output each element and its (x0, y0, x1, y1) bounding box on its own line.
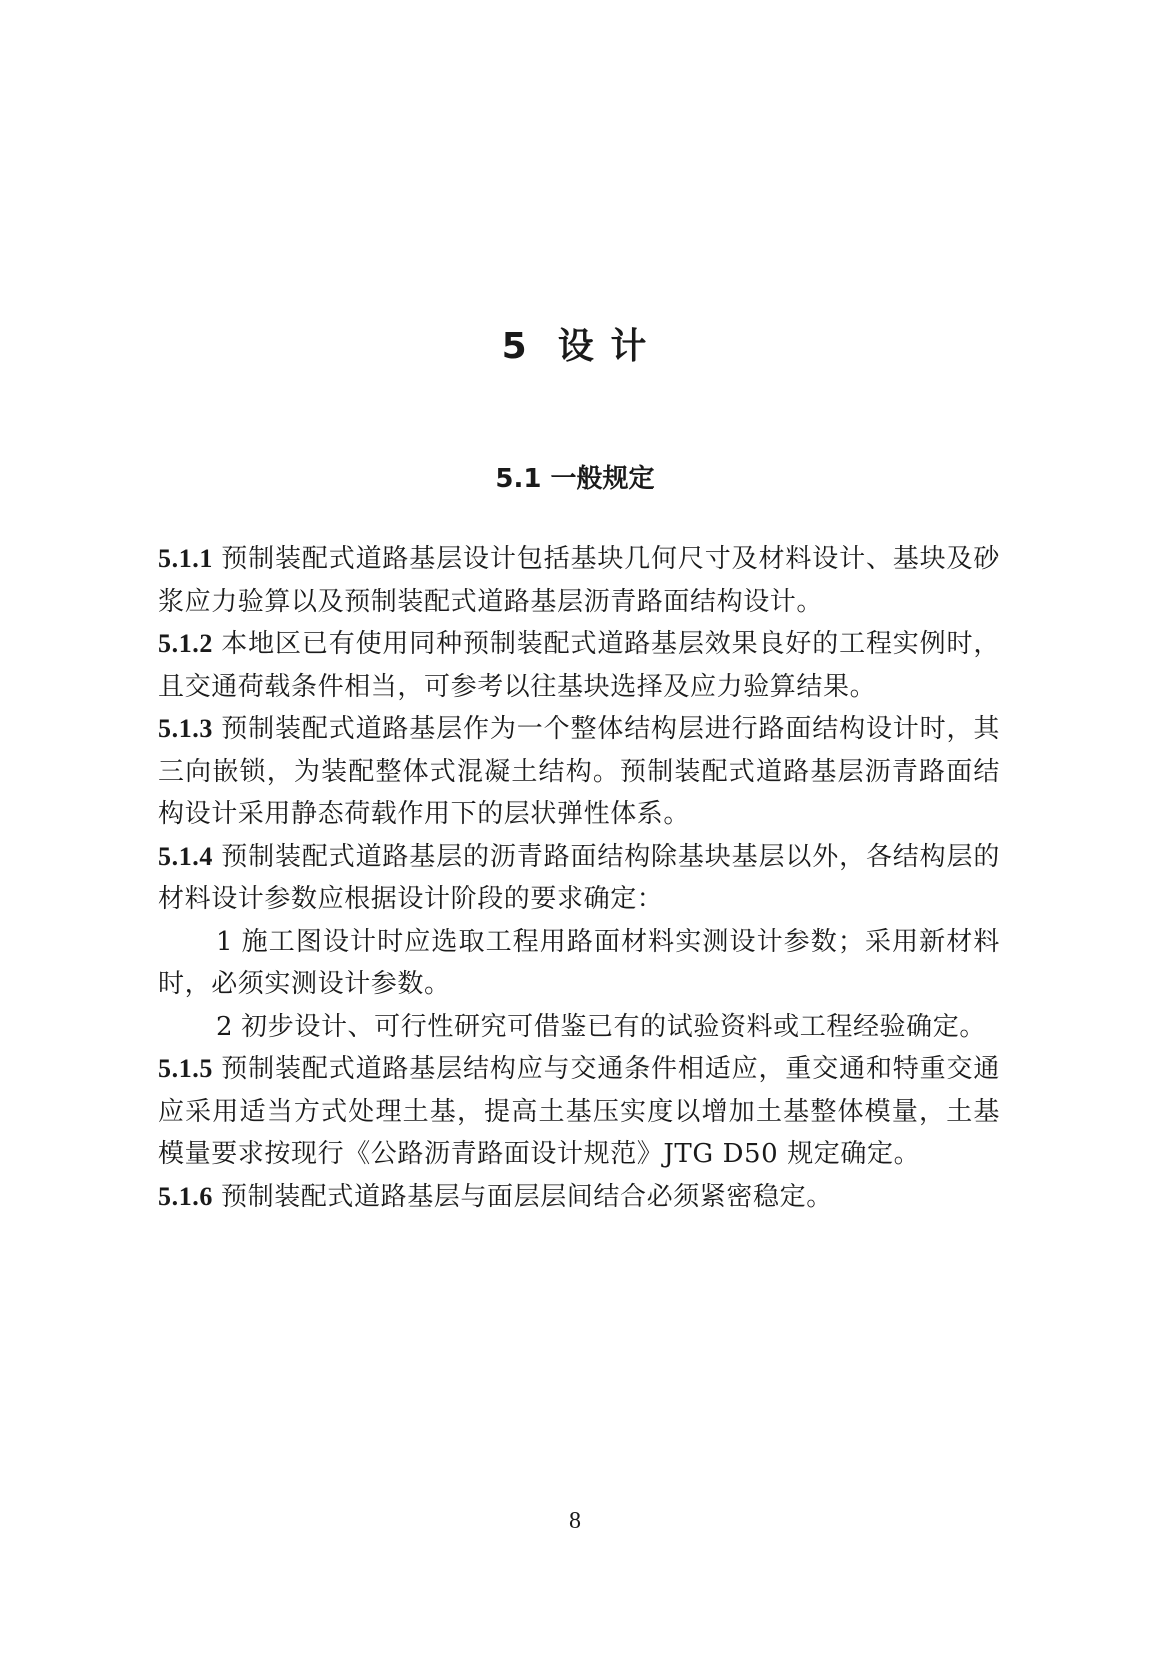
clause-5-1-1 (158, 538, 1000, 623)
clause-number: 5.1.6 (158, 1181, 213, 1211)
chapter-title: 设 计 (557, 326, 649, 367)
clause-number: 5.1.3 (158, 714, 213, 743)
item-number: 2 (216, 1011, 234, 1042)
clause-number: 5.1.4 (158, 841, 213, 871)
section-title: 一般规定 (550, 464, 655, 494)
item-number: 1 (216, 926, 234, 957)
clause-5-1-5 (158, 1048, 1000, 1176)
section-number: 5.1 (495, 464, 542, 494)
item-text: 初步设计、可行性研究可借鉴已有的试验资料或工程经验确定。 (241, 1011, 986, 1042)
clause-text: 预制装配式道路基层结构应与交通条件相适应，重交通和特重交通应采用适当方式处理土基，提高土基压实度以增加土基整体模量，土基模量要求按现行《公路沥青路面设计规范》JTG D50 规定确定。 (158, 1054, 1000, 1169)
clause-number: 5.1.5 (158, 1054, 213, 1083)
clause-text: 预制装配式道路基层与面层层间结合必须紧密稳定。 (221, 1181, 833, 1212)
clause-5-1-4-item-2 (158, 1006, 1000, 1049)
clause-text: 预制装配式道路基层的沥青路面结构除基块基层以外，各结构层的材料设计参数应根据设计阶段的要求确定： (158, 841, 1000, 914)
clauses-body (158, 538, 1000, 1218)
page-number: 8 (569, 1508, 581, 1534)
section-heading (0, 458, 1150, 495)
clause-number: 5.1.1 (158, 544, 213, 573)
clause-text: 预制装配式道路基层设计包括基块几何尺寸及材料设计、基块及砂浆应力验算以及预制装配式道路基层沥青路面结构设计。 (158, 544, 1000, 617)
clause-5-1-2 (158, 623, 1000, 708)
clause-5-1-6 (158, 1176, 1000, 1219)
clause-5-1-4 (158, 836, 1000, 921)
clause-number: 5.1.2 (158, 629, 213, 658)
chapter-heading (0, 318, 1150, 369)
clause-5-1-3 (158, 708, 1000, 836)
clause-5-1-4-item-1 (158, 921, 1000, 1006)
clause-text: 预制装配式道路基层作为一个整体结构层进行路面结构设计时，其三向嵌锁，为装配整体式混凝土结构。预制装配式道路基层沥青路面结构设计采用静态荷载作用下的层状弹性体系。 (158, 714, 1000, 829)
item-text: 施工图设计时应选取工程用路面材料实测设计参数；采用新材料时，必须实测设计参数。 (158, 926, 1000, 999)
chapter-number: 5 (501, 326, 529, 367)
clause-text: 本地区已有使用同种预制装配式道路基层效果良好的工程实例时，且交通荷载条件相当，可参考以往基块选择及应力验算结果。 (158, 629, 1000, 702)
